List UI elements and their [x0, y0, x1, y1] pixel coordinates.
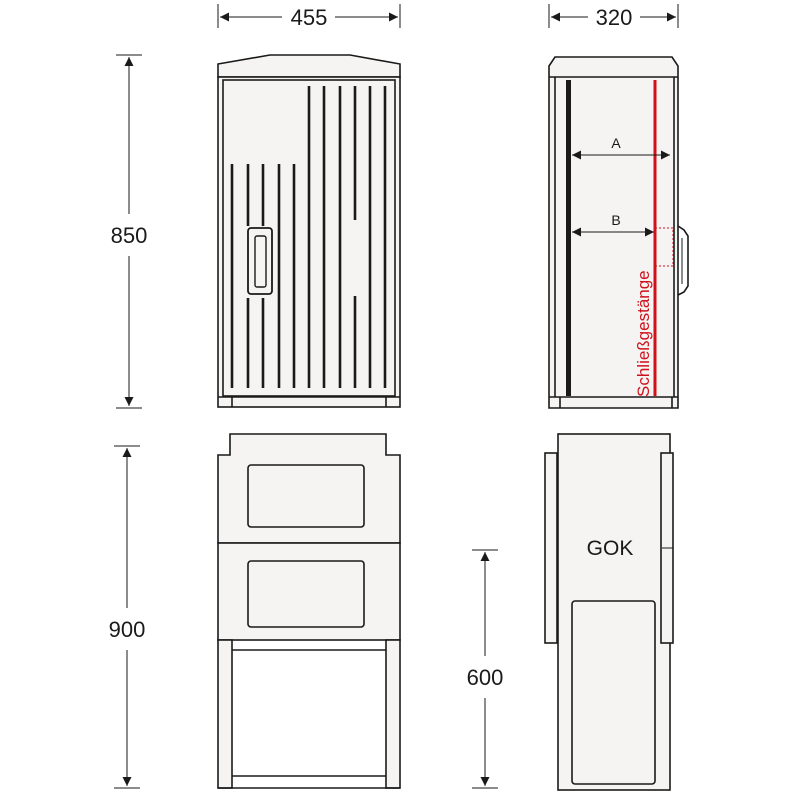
- dimension-height-cabinet-label: 850: [110, 223, 148, 248]
- base-side-view: [545, 434, 673, 790]
- dimension-a-label: A: [611, 135, 621, 151]
- cabinet-front-view: [218, 55, 400, 407]
- dimension-height-base: [109, 446, 146, 788]
- dimension-width-side-label: 320: [595, 5, 633, 30]
- dimension-width-front-label: 455: [290, 5, 328, 30]
- ground-level-label: GOK: [586, 537, 634, 560]
- dimension-height-base-label: 900: [108, 617, 146, 642]
- dimension-width-side: [549, 4, 678, 30]
- dimension-height-cabinet: [111, 55, 148, 408]
- base-front-view: [218, 434, 400, 788]
- dimension-b-label: B: [611, 212, 621, 228]
- locking-rod-label: Schließgestänge: [634, 270, 653, 397]
- dimension-height-buried-label: 600: [466, 665, 504, 690]
- dimension-width-front: [218, 4, 400, 30]
- dimension-height-buried: [467, 550, 504, 788]
- cabinet-side-view: [549, 57, 688, 408]
- door-handle: [248, 228, 272, 294]
